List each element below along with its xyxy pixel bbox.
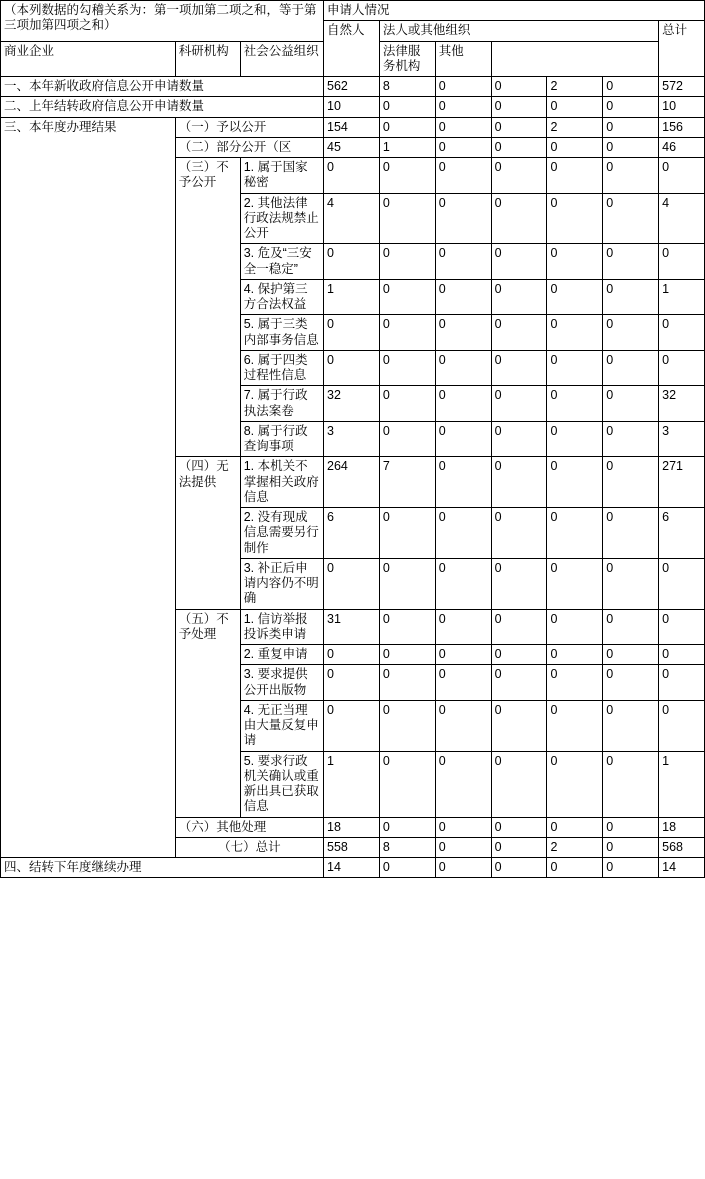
cell-value: 0 (435, 77, 491, 97)
cell-value: 156 (659, 117, 705, 137)
row-label-subtotal: （七）总计 (175, 837, 323, 857)
cell-value: 32 (659, 386, 705, 422)
cell-value: 0 (379, 350, 435, 386)
cell-value: 0 (659, 665, 705, 701)
cell-value: 0 (547, 457, 603, 508)
cell-value: 0 (547, 751, 603, 817)
cell-value: 0 (547, 244, 603, 280)
row-label-administrative-inquiry: 8. 属于行政查询事项 (240, 421, 323, 457)
cell-value: 0 (379, 817, 435, 837)
header-legal-group: 法人或其他组织 (379, 21, 658, 41)
cell-value: 0 (435, 350, 491, 386)
cell-value: 0 (659, 558, 705, 609)
cell-value: 0 (603, 558, 659, 609)
header-col-legal-service: 法律服务机构 (379, 41, 435, 77)
cell-value: 264 (324, 457, 380, 508)
cell-value: 0 (603, 645, 659, 665)
cell-value: 1 (324, 751, 380, 817)
cell-value: 0 (603, 421, 659, 457)
cell-value: 0 (491, 137, 547, 157)
cell-value: 0 (603, 279, 659, 315)
cell-value: 1 (659, 751, 705, 817)
cell-value: 0 (547, 158, 603, 194)
cell-value: 0 (603, 837, 659, 857)
cell-value: 0 (603, 244, 659, 280)
cell-value: 45 (324, 137, 380, 157)
cell-value: 0 (379, 665, 435, 701)
cell-value: 0 (435, 508, 491, 559)
cell-value: 0 (435, 645, 491, 665)
header-col-other: 其他 (435, 41, 491, 77)
cell-value: 0 (379, 508, 435, 559)
row-label-repeated-without-reason: 4. 无正当理由大量反复申请 (240, 700, 323, 751)
cell-value: 0 (435, 609, 491, 645)
cell-value: 0 (435, 837, 491, 857)
cell-value: 7 (379, 457, 435, 508)
section-label-annual-results: 三、本年度办理结果 (1, 117, 176, 858)
cell-value: 0 (491, 77, 547, 97)
cell-value: 0 (547, 645, 603, 665)
group-label-unable-to-provide: （四）无法提供 (175, 457, 240, 609)
cell-value: 0 (547, 350, 603, 386)
cell-value: 154 (324, 117, 380, 137)
cell-value: 3 (324, 421, 380, 457)
row-label-disclosed: （一）予以公开 (175, 117, 323, 137)
cell-value: 0 (491, 97, 547, 117)
cell-value: 0 (435, 386, 491, 422)
cell-value: 0 (435, 137, 491, 157)
table-row (1, 117, 705, 137)
cell-value: 0 (435, 457, 491, 508)
header-col-business: 商业企业 (1, 41, 176, 77)
cell-value: 10 (659, 97, 705, 117)
header-col-natural-person: 自然人 (324, 21, 380, 77)
cell-value: 0 (491, 837, 547, 857)
cell-value: 0 (435, 558, 491, 609)
cell-value: 0 (379, 193, 435, 244)
cell-value: 0 (659, 700, 705, 751)
cell-value: 0 (324, 315, 380, 351)
cell-value: 31 (324, 609, 380, 645)
cell-value: 0 (491, 386, 547, 422)
row-label-unclear-after-correction: 3. 补正后申请内容仍不明确 (240, 558, 323, 609)
cell-value: 0 (603, 350, 659, 386)
cell-value: 1 (324, 279, 380, 315)
cell-value: 0 (547, 386, 603, 422)
table-row (1, 97, 705, 117)
cell-value: 0 (435, 700, 491, 751)
cell-value: 0 (547, 700, 603, 751)
cell-value: 0 (603, 457, 659, 508)
cell-value: 18 (324, 817, 380, 837)
cell-value: 6 (324, 508, 380, 559)
cell-value: 0 (659, 350, 705, 386)
header-applicant-group: 申请人情况 (324, 1, 705, 21)
row-label-carryover-applications: 二、上年结转政府信息公开申请数量 (1, 97, 324, 117)
cell-value: 568 (659, 837, 705, 857)
cell-value: 0 (379, 421, 435, 457)
cell-value: 0 (379, 386, 435, 422)
cell-value: 0 (659, 158, 705, 194)
cell-value: 0 (659, 609, 705, 645)
cell-value: 0 (491, 421, 547, 457)
row-label-reissue-confirmation: 5. 要求行政机关确认或重新出具已获取信息 (240, 751, 323, 817)
cell-value: 0 (547, 137, 603, 157)
cell-value: 0 (435, 751, 491, 817)
cell-value: 0 (379, 97, 435, 117)
cell-value: 0 (435, 193, 491, 244)
cell-value: 0 (379, 858, 435, 878)
cell-value: 0 (491, 158, 547, 194)
cell-value: 18 (659, 817, 705, 837)
cell-value: 0 (324, 244, 380, 280)
cell-value: 0 (547, 421, 603, 457)
cell-value: 1 (659, 279, 705, 315)
table-row (1, 77, 705, 97)
cell-value: 1 (379, 137, 435, 157)
cell-value: 0 (435, 117, 491, 137)
cell-value: 0 (547, 193, 603, 244)
row-label-duplicate-application: 2. 重复申请 (240, 645, 323, 665)
row-label-partially-disclosed: （二）部分公开（区 (175, 137, 323, 157)
cell-value: 0 (435, 315, 491, 351)
cell-value: 0 (491, 751, 547, 817)
row-label-law-prohibited: 2. 其他法律行政法规禁止公开 (240, 193, 323, 244)
cell-value: 0 (435, 244, 491, 280)
cell-value: 2 (547, 117, 603, 137)
cell-value: 0 (659, 244, 705, 280)
cell-value: 0 (491, 193, 547, 244)
cell-value: 0 (659, 315, 705, 351)
cell-value: 0 (491, 315, 547, 351)
cell-value: 0 (379, 645, 435, 665)
cell-value: 0 (324, 558, 380, 609)
cell-value: 0 (379, 558, 435, 609)
cell-value: 14 (659, 858, 705, 878)
cell-value: 0 (435, 858, 491, 878)
cell-value: 0 (603, 137, 659, 157)
row-label-state-secret: 1. 属于国家秘密 (240, 158, 323, 194)
row-label-internal-affairs: 5. 属于三类内部事务信息 (240, 315, 323, 351)
cell-value: 0 (603, 817, 659, 837)
row-label-petition-complaint: 1. 信访举报投诉类申请 (240, 609, 323, 645)
cell-value: 0 (547, 508, 603, 559)
cell-value: 0 (491, 817, 547, 837)
cell-value: 14 (324, 858, 380, 878)
cell-value: 0 (603, 193, 659, 244)
row-label-endanger-safety: 3. 危及“三安全一稳定” (240, 244, 323, 280)
row-label-carry-forward-next-year: 四、结转下年度继续办理 (1, 858, 324, 878)
cell-value: 0 (547, 558, 603, 609)
row-label-not-held: 1. 本机关不掌握相关政府信息 (240, 457, 323, 508)
cell-value: 8 (379, 77, 435, 97)
table-row (1, 858, 705, 878)
cell-value: 0 (379, 315, 435, 351)
cell-value: 558 (324, 837, 380, 857)
cell-value: 4 (659, 193, 705, 244)
cell-value: 4 (324, 193, 380, 244)
cell-value: 0 (379, 244, 435, 280)
header-note-cell: （本列数据的勾稽关系为：第一项加第二项之和，等于第三项加第四项之和） (1, 1, 324, 42)
cell-value: 0 (379, 117, 435, 137)
header-col-total: 总计 (659, 21, 705, 77)
cell-value: 0 (603, 700, 659, 751)
cell-value: 572 (659, 77, 705, 97)
cell-value: 0 (435, 97, 491, 117)
cell-value: 0 (547, 858, 603, 878)
cell-value: 0 (547, 665, 603, 701)
cell-value: 0 (603, 751, 659, 817)
cell-value: 0 (491, 350, 547, 386)
cell-value: 0 (491, 609, 547, 645)
cell-value: 0 (435, 421, 491, 457)
group-label-not-disclosed: （三）不予公开 (175, 158, 240, 457)
cell-value: 0 (603, 315, 659, 351)
header-col-research: 科研机构 (175, 41, 240, 77)
cell-value: 0 (603, 508, 659, 559)
cell-value: 0 (547, 279, 603, 315)
cell-value: 0 (324, 645, 380, 665)
group-label-not-processed: （五）不予处理 (175, 609, 240, 817)
cell-value: 0 (324, 665, 380, 701)
cell-value: 0 (379, 279, 435, 315)
cell-value: 10 (324, 97, 380, 117)
cell-value: 0 (491, 665, 547, 701)
cell-value: 0 (324, 158, 380, 194)
cell-value: 0 (435, 279, 491, 315)
cell-value: 0 (324, 700, 380, 751)
cell-value: 0 (379, 700, 435, 751)
cell-value: 0 (491, 858, 547, 878)
table-header-row-1 (1, 1, 705, 21)
cell-value: 0 (491, 508, 547, 559)
cell-value: 0 (491, 117, 547, 137)
row-label-new-applications: 一、本年新收政府信息公开申请数量 (1, 77, 324, 97)
cell-value: 2 (547, 837, 603, 857)
cell-value: 0 (603, 117, 659, 137)
cell-value: 0 (435, 158, 491, 194)
cell-value: 0 (379, 158, 435, 194)
row-label-process-information: 6. 属于四类过程性信息 (240, 350, 323, 386)
row-label-other-processing: （六）其他处理 (175, 817, 323, 837)
row-label-needs-creation: 2. 没有现成信息需要另行制作 (240, 508, 323, 559)
cell-value: 0 (491, 645, 547, 665)
cell-value: 0 (435, 817, 491, 837)
cell-value: 271 (659, 457, 705, 508)
header-col-social-welfare: 社会公益组织 (240, 41, 323, 77)
cell-value: 6 (659, 508, 705, 559)
cell-value: 3 (659, 421, 705, 457)
cell-value: 0 (547, 97, 603, 117)
cell-value: 0 (379, 609, 435, 645)
cell-value: 2 (547, 77, 603, 97)
row-label-enforcement-files: 7. 属于行政执法案卷 (240, 386, 323, 422)
cell-value: 0 (379, 751, 435, 817)
cell-value: 0 (491, 558, 547, 609)
cell-value: 46 (659, 137, 705, 157)
cell-value: 0 (435, 665, 491, 701)
cell-value: 0 (491, 279, 547, 315)
cell-value: 0 (491, 700, 547, 751)
cell-value: 0 (547, 315, 603, 351)
cell-value: 0 (603, 386, 659, 422)
cell-value: 0 (547, 817, 603, 837)
cell-value: 562 (324, 77, 380, 97)
cell-value: 0 (603, 97, 659, 117)
cell-value: 0 (603, 665, 659, 701)
row-label-third-party-rights: 4. 保护第三方合法权益 (240, 279, 323, 315)
cell-value: 0 (659, 645, 705, 665)
cell-value: 0 (491, 244, 547, 280)
cell-value: 32 (324, 386, 380, 422)
row-label-request-publication: 3. 要求提供公开出版物 (240, 665, 323, 701)
cell-value: 0 (491, 457, 547, 508)
cell-value: 0 (547, 609, 603, 645)
cell-value: 0 (603, 77, 659, 97)
cell-value: 0 (603, 609, 659, 645)
cell-value: 0 (603, 158, 659, 194)
cell-value: 0 (324, 350, 380, 386)
cell-value: 8 (379, 837, 435, 857)
cell-value: 0 (603, 858, 659, 878)
